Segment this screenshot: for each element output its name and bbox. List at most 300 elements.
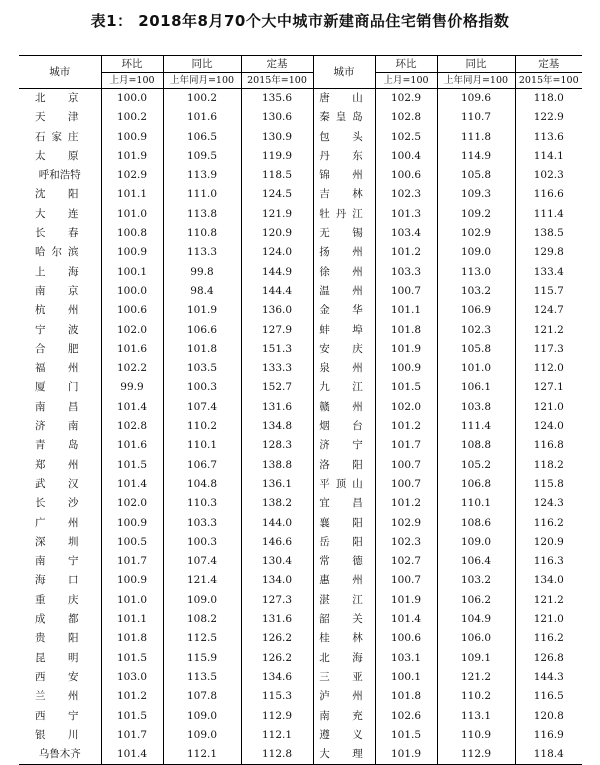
yoy-right-cell: 106.9 xyxy=(437,301,515,320)
city-left-cell: 南 京 xyxy=(35,284,85,297)
yoy-left-cell: 109.0 xyxy=(163,591,241,610)
city-right-cell: 常 德 xyxy=(313,552,375,571)
base-left-cell: 131.6 xyxy=(241,398,313,417)
yoy-left-cell: 115.9 xyxy=(163,649,241,668)
mom-left-cell: 100.5 xyxy=(101,533,163,552)
table-row xyxy=(19,591,582,610)
yoy-left-cell: 109.5 xyxy=(163,147,241,166)
table-row xyxy=(19,610,582,629)
base-left-cell: 144.4 xyxy=(241,282,313,301)
mom-right-cell: 102.9 xyxy=(375,89,437,109)
base-left-cell: 124.0 xyxy=(241,243,313,262)
yoy-left-cell: 113.5 xyxy=(163,668,241,687)
yoy-right-cell: 113.0 xyxy=(437,263,515,282)
base-right-cell: 121.2 xyxy=(515,591,582,610)
base-subheader-left: 2015年=100 xyxy=(241,73,313,89)
table-row xyxy=(19,436,582,455)
yoy-right-cell: 106.0 xyxy=(437,629,515,648)
yoy-left-cell: 101.9 xyxy=(163,301,241,320)
table-row xyxy=(19,147,582,166)
city-right-cell: 九 江 xyxy=(313,378,375,397)
base-left-cell: 134.6 xyxy=(241,668,313,687)
table-row xyxy=(19,128,582,147)
city-right-cell: 大 理 xyxy=(313,745,375,765)
table-row xyxy=(19,533,582,552)
city-right-cell: 牡丹江 xyxy=(313,205,375,224)
mom-right-cell: 102.3 xyxy=(375,533,437,552)
mom-left-cell: 101.5 xyxy=(101,649,163,668)
yoy-left-cell: 101.6 xyxy=(163,108,241,127)
base-subheader-right: 2015年=100 xyxy=(515,73,582,89)
mom-left-cell: 101.4 xyxy=(101,745,163,765)
yoy-subheader-left: 上年同月=100 xyxy=(163,73,241,89)
yoy-left-cell: 110.2 xyxy=(163,417,241,436)
mom-right-cell: 101.9 xyxy=(375,745,437,765)
mom-left-cell: 102.0 xyxy=(101,494,163,513)
base-left-cell: 127.3 xyxy=(241,591,313,610)
base-left-cell: 134.0 xyxy=(241,571,313,590)
base-left-cell: 130.9 xyxy=(241,128,313,147)
city-right-cell: 北 海 xyxy=(313,649,375,668)
mom-left-cell: 101.2 xyxy=(101,687,163,706)
mom-left-cell: 100.0 xyxy=(101,282,163,301)
yoy-left-cell: 103.5 xyxy=(163,359,241,378)
city-left-cell: 哈尔滨 xyxy=(35,246,85,259)
yoy-left-cell: 110.8 xyxy=(163,224,241,243)
city-right-cell: 金 华 xyxy=(313,301,375,320)
base-right-cell: 102.3 xyxy=(515,166,582,185)
base-left-cell: 126.2 xyxy=(241,649,313,668)
mom-left-cell: 100.9 xyxy=(101,571,163,590)
mom-right-cell: 101.3 xyxy=(375,205,437,224)
base-right-cell: 127.1 xyxy=(515,378,582,397)
mom-right-cell: 100.7 xyxy=(375,475,437,494)
table-row xyxy=(19,359,582,378)
yoy-left-cell: 107.4 xyxy=(163,398,241,417)
city-right-cell: 韶 关 xyxy=(313,610,375,629)
base-left-cell: 126.2 xyxy=(241,629,313,648)
mom-right-cell: 101.5 xyxy=(375,378,437,397)
table-row xyxy=(19,378,582,397)
city-left-cell: 南 宁 xyxy=(35,555,85,568)
city-right-cell: 南 充 xyxy=(313,707,375,726)
yoy-left-cell: 113.3 xyxy=(163,243,241,262)
base-left-cell: 121.9 xyxy=(241,205,313,224)
base-right-cell: 124.0 xyxy=(515,417,582,436)
mom-left-cell: 101.8 xyxy=(101,629,163,648)
base-right-cell: 113.6 xyxy=(515,128,582,147)
yoy-left-cell: 110.1 xyxy=(163,436,241,455)
table-row xyxy=(19,417,582,436)
mom-right-cell: 101.8 xyxy=(375,687,437,706)
base-left-cell: 152.7 xyxy=(241,378,313,397)
city-left-cell: 深 圳 xyxy=(35,535,85,548)
yoy-left-cell: 110.3 xyxy=(163,494,241,513)
base-left-cell: 146.6 xyxy=(241,533,313,552)
base-right-cell: 122.9 xyxy=(515,108,582,127)
base-left-cell: 133.3 xyxy=(241,359,313,378)
mom-right-cell: 101.7 xyxy=(375,436,437,455)
yoy-right-cell: 102.3 xyxy=(437,321,515,340)
mom-right-cell: 100.4 xyxy=(375,147,437,166)
table-row xyxy=(19,301,582,320)
yoy-subheader-right: 上年同月=100 xyxy=(437,73,515,89)
city-left-cell: 兰 州 xyxy=(35,690,85,703)
city-left-cell: 贵 阳 xyxy=(35,632,85,645)
table-row xyxy=(19,166,582,185)
base-right-cell: 144.3 xyxy=(515,668,582,687)
table-body xyxy=(19,89,582,765)
base-left-cell: 127.9 xyxy=(241,321,313,340)
base-right-cell: 116.5 xyxy=(515,687,582,706)
base-right-cell: 129.8 xyxy=(515,243,582,262)
base-left-cell: 120.9 xyxy=(241,224,313,243)
city-left-cell: 杭 州 xyxy=(35,304,85,317)
yoy-right-cell: 108.6 xyxy=(437,514,515,533)
yoy-right-cell: 110.7 xyxy=(437,108,515,127)
mom-left-cell: 100.0 xyxy=(101,89,163,109)
table-row xyxy=(19,571,582,590)
base-right-cell: 114.1 xyxy=(515,147,582,166)
base-left-cell: 130.4 xyxy=(241,552,313,571)
table-row xyxy=(19,649,582,668)
yoy-right-cell: 102.9 xyxy=(437,224,515,243)
mom-left-cell: 102.0 xyxy=(101,321,163,340)
city-left-cell: 长 春 xyxy=(35,227,85,240)
base-right-cell: 117.3 xyxy=(515,340,582,359)
yoy-left-cell: 112.5 xyxy=(163,629,241,648)
mom-right-cell: 100.1 xyxy=(375,668,437,687)
table-row xyxy=(19,321,582,340)
yoy-left-cell: 98.4 xyxy=(163,282,241,301)
city-right-cell: 烟 台 xyxy=(313,417,375,436)
mom-right-cell: 101.2 xyxy=(375,494,437,513)
mom-left-cell: 101.7 xyxy=(101,726,163,745)
mom-right-cell: 101.2 xyxy=(375,243,437,262)
mom-left-cell: 101.5 xyxy=(101,707,163,726)
table-row xyxy=(19,205,582,224)
city-left-cell: 石家庄 xyxy=(35,130,85,143)
mom-right-cell: 100.9 xyxy=(375,359,437,378)
city-right-cell: 襄 阳 xyxy=(313,514,375,533)
city-left-cell: 太 原 xyxy=(35,149,85,162)
city-left-cell: 北 京 xyxy=(35,92,85,104)
base-right-cell: 115.8 xyxy=(515,475,582,494)
table-row xyxy=(19,745,582,765)
city-left-cell: 武 汉 xyxy=(35,477,85,490)
yoy-left-cell: 108.2 xyxy=(163,610,241,629)
yoy-right-cell: 111.8 xyxy=(437,128,515,147)
yoy-right-cell: 112.9 xyxy=(437,745,515,765)
city-right-cell: 桂 林 xyxy=(313,629,375,648)
mom-right-cell: 103.3 xyxy=(375,263,437,282)
base-right-cell: 120.9 xyxy=(515,533,582,552)
table-row xyxy=(19,687,582,706)
mom-right-cell: 101.9 xyxy=(375,340,437,359)
yoy-right-cell: 108.8 xyxy=(437,436,515,455)
yoy-left-cell: 103.3 xyxy=(163,514,241,533)
base-right-cell: 116.2 xyxy=(515,514,582,533)
city-right-cell: 丹 东 xyxy=(313,147,375,166)
city-right-cell: 无 锡 xyxy=(313,224,375,243)
mom-right-cell: 102.0 xyxy=(375,398,437,417)
city-left-cell: 宁 波 xyxy=(35,323,85,336)
base-right-cell: 118.2 xyxy=(515,456,582,475)
yoy-left-cell: 109.0 xyxy=(163,726,241,745)
mom-left-cell: 101.4 xyxy=(101,475,163,494)
mom-right-cell: 102.6 xyxy=(375,707,437,726)
mom-header-left: 环比 xyxy=(101,56,163,73)
yoy-right-cell: 109.2 xyxy=(437,205,515,224)
table-row xyxy=(19,224,582,243)
base-left-cell: 128.3 xyxy=(241,436,313,455)
city-right-cell: 安 庆 xyxy=(313,340,375,359)
mom-left-cell: 100.2 xyxy=(101,108,163,127)
mom-right-cell: 103.4 xyxy=(375,224,437,243)
table-row xyxy=(19,340,582,359)
city-right-cell: 锦 州 xyxy=(313,166,375,185)
base-right-cell: 116.3 xyxy=(515,552,582,571)
city-left-cell: 济 南 xyxy=(35,420,85,433)
base-left-cell: 112.9 xyxy=(241,707,313,726)
base-right-cell: 124.7 xyxy=(515,301,582,320)
mom-right-cell: 102.3 xyxy=(375,185,437,204)
mom-left-cell: 101.6 xyxy=(101,436,163,455)
mom-right-cell: 102.9 xyxy=(375,514,437,533)
base-left-cell: 118.5 xyxy=(241,166,313,185)
yoy-right-cell: 109.3 xyxy=(437,185,515,204)
yoy-left-cell: 121.4 xyxy=(163,571,241,590)
yoy-right-cell: 106.2 xyxy=(437,591,515,610)
mom-right-cell: 100.6 xyxy=(375,629,437,648)
base-right-cell: 116.6 xyxy=(515,185,582,204)
mom-left-cell: 100.9 xyxy=(101,514,163,533)
yoy-left-cell: 106.5 xyxy=(163,128,241,147)
table-row xyxy=(19,552,582,571)
table-row xyxy=(19,514,582,533)
city-right-cell: 泸 州 xyxy=(313,687,375,706)
mom-subheader-left: 上月=100 xyxy=(101,73,163,89)
base-right-cell: 133.4 xyxy=(515,263,582,282)
yoy-left-cell: 113.9 xyxy=(163,166,241,185)
city-left-cell: 广 州 xyxy=(35,516,85,529)
city-right-cell: 洛 阳 xyxy=(313,456,375,475)
yoy-left-cell: 106.6 xyxy=(163,321,241,340)
city-left-cell: 合 肥 xyxy=(35,342,85,355)
mom-right-cell: 101.9 xyxy=(375,591,437,610)
table-row xyxy=(19,185,582,204)
yoy-left-cell: 109.0 xyxy=(163,707,241,726)
city-left-cell: 福 州 xyxy=(35,362,85,375)
yoy-right-cell: 110.9 xyxy=(437,726,515,745)
mom-right-cell: 101.8 xyxy=(375,321,437,340)
mom-right-cell: 102.8 xyxy=(375,108,437,127)
table-row xyxy=(19,263,582,282)
yoy-right-cell: 105.8 xyxy=(437,166,515,185)
mom-left-cell: 100.8 xyxy=(101,224,163,243)
mom-left-cell: 101.0 xyxy=(101,591,163,610)
mom-left-cell: 102.2 xyxy=(101,359,163,378)
base-right-cell: 120.8 xyxy=(515,707,582,726)
city-left-cell: 西 宁 xyxy=(35,709,85,722)
city-left-cell: 银 川 xyxy=(35,728,85,741)
base-right-cell: 115.7 xyxy=(515,282,582,301)
base-right-cell: 126.8 xyxy=(515,649,582,668)
base-left-cell: 138.8 xyxy=(241,456,313,475)
yoy-left-cell: 100.2 xyxy=(163,89,241,109)
city-right-cell: 包 头 xyxy=(313,128,375,147)
table-row xyxy=(19,668,582,687)
yoy-right-cell: 104.9 xyxy=(437,610,515,629)
yoy-right-cell: 105.2 xyxy=(437,456,515,475)
table-row xyxy=(19,282,582,301)
mom-left-cell: 99.9 xyxy=(101,378,163,397)
base-left-cell: 136.1 xyxy=(241,475,313,494)
city-left-cell: 上 海 xyxy=(35,265,85,278)
yoy-left-cell: 104.8 xyxy=(163,475,241,494)
mom-left-cell: 100.9 xyxy=(101,128,163,147)
base-right-cell: 138.5 xyxy=(515,224,582,243)
mom-left-cell: 102.9 xyxy=(101,166,163,185)
city-right-cell: 湛 江 xyxy=(313,591,375,610)
city-left-cell: 长 沙 xyxy=(35,497,85,510)
base-left-cell: 135.6 xyxy=(241,89,313,109)
base-left-cell: 115.3 xyxy=(241,687,313,706)
mom-right-cell: 102.7 xyxy=(375,552,437,571)
city-left-cell: 郑 州 xyxy=(35,458,85,471)
city-left-cell: 成 都 xyxy=(35,613,85,626)
table-row xyxy=(19,456,582,475)
city-right-cell: 泉 州 xyxy=(313,359,375,378)
city-header-left: 城市 xyxy=(19,56,101,89)
city-left-cell: 海 口 xyxy=(35,574,85,587)
base-right-cell: 118.4 xyxy=(515,745,582,765)
city-right-cell: 温 州 xyxy=(313,282,375,301)
city-left-cell: 天 津 xyxy=(35,111,85,124)
mom-left-cell: 100.6 xyxy=(101,301,163,320)
yoy-left-cell: 100.3 xyxy=(163,533,241,552)
base-right-cell: 116.2 xyxy=(515,629,582,648)
yoy-right-cell: 105.8 xyxy=(437,340,515,359)
city-right-cell: 秦皇岛 xyxy=(313,108,375,127)
base-right-cell: 134.0 xyxy=(515,571,582,590)
yoy-right-cell: 103.8 xyxy=(437,398,515,417)
base-left-cell: 130.6 xyxy=(241,108,313,127)
city-right-cell: 徐 州 xyxy=(313,263,375,282)
mom-right-cell: 100.7 xyxy=(375,456,437,475)
yoy-right-cell: 109.1 xyxy=(437,649,515,668)
base-header-left: 定基 xyxy=(241,56,313,73)
yoy-right-cell: 103.2 xyxy=(437,282,515,301)
city-left-cell: 呼和浩特 xyxy=(38,169,81,182)
mom-right-cell: 101.2 xyxy=(375,417,437,436)
table-row xyxy=(19,494,582,513)
mom-left-cell: 101.9 xyxy=(101,147,163,166)
city-right-cell: 三 亚 xyxy=(313,668,375,687)
yoy-right-cell: 101.0 xyxy=(437,359,515,378)
price-index-table xyxy=(19,55,582,765)
yoy-right-cell: 114.9 xyxy=(437,147,515,166)
mom-header-right: 环比 xyxy=(375,56,437,73)
table-row xyxy=(19,475,582,494)
mom-left-cell: 103.0 xyxy=(101,668,163,687)
base-right-cell: 118.0 xyxy=(515,89,582,109)
city-left-cell: 乌鲁木齐 xyxy=(19,745,101,765)
yoy-right-cell: 109.6 xyxy=(437,89,515,109)
base-right-cell: 116.9 xyxy=(515,726,582,745)
table-row xyxy=(19,707,582,726)
base-right-cell: 112.0 xyxy=(515,359,582,378)
mom-right-cell: 102.5 xyxy=(375,128,437,147)
mom-right-cell: 100.7 xyxy=(375,571,437,590)
city-right-cell: 蚌 埠 xyxy=(313,321,375,340)
mom-subheader-right: 上月=100 xyxy=(375,73,437,89)
city-left-cell: 南 昌 xyxy=(35,400,85,413)
yoy-header-left: 同比 xyxy=(163,56,241,73)
table-row xyxy=(19,629,582,648)
city-left-cell: 昆 明 xyxy=(35,651,85,664)
base-left-cell: 112.8 xyxy=(241,745,313,765)
mom-right-cell: 101.4 xyxy=(375,610,437,629)
yoy-right-cell: 103.2 xyxy=(437,571,515,590)
city-left-cell: 厦 门 xyxy=(35,381,85,394)
yoy-left-cell: 113.8 xyxy=(163,205,241,224)
base-left-cell: 151.3 xyxy=(241,340,313,359)
city-right-cell: 济 宁 xyxy=(313,436,375,455)
base-left-cell: 138.2 xyxy=(241,494,313,513)
table-row xyxy=(19,398,582,417)
table-row xyxy=(19,243,582,262)
mom-right-cell: 100.7 xyxy=(375,282,437,301)
city-right-cell: 宜 昌 xyxy=(313,494,375,513)
yoy-right-cell: 110.2 xyxy=(437,687,515,706)
mom-right-cell: 103.1 xyxy=(375,649,437,668)
yoy-right-cell: 106.1 xyxy=(437,378,515,397)
base-left-cell: 119.9 xyxy=(241,147,313,166)
mom-left-cell: 100.9 xyxy=(101,243,163,262)
city-left-cell: 青 岛 xyxy=(35,439,85,452)
yoy-right-cell: 111.4 xyxy=(437,417,515,436)
mom-left-cell: 101.6 xyxy=(101,340,163,359)
yoy-left-cell: 99.8 xyxy=(163,263,241,282)
city-right-cell: 扬 州 xyxy=(313,243,375,262)
base-left-cell: 112.1 xyxy=(241,726,313,745)
table-row xyxy=(19,108,582,127)
base-right-cell: 121.0 xyxy=(515,610,582,629)
yoy-right-cell: 106.8 xyxy=(437,475,515,494)
city-right-cell: 唐 山 xyxy=(313,89,375,109)
city-left-cell: 大 连 xyxy=(35,207,85,220)
yoy-left-cell: 101.8 xyxy=(163,340,241,359)
base-right-cell: 121.0 xyxy=(515,398,582,417)
table-row xyxy=(19,726,582,745)
city-header-right: 城市 xyxy=(313,56,375,89)
city-right-cell: 惠 州 xyxy=(313,571,375,590)
base-left-cell: 134.8 xyxy=(241,417,313,436)
city-left-cell: 沈 阳 xyxy=(35,188,85,201)
base-right-cell: 111.4 xyxy=(515,205,582,224)
base-left-cell: 136.0 xyxy=(241,301,313,320)
mom-left-cell: 101.7 xyxy=(101,552,163,571)
yoy-left-cell: 106.7 xyxy=(163,456,241,475)
city-right-cell: 吉 林 xyxy=(313,185,375,204)
base-header-right: 定基 xyxy=(515,56,582,73)
base-right-cell: 121.2 xyxy=(515,321,582,340)
city-left-cell: 西 安 xyxy=(35,670,85,683)
yoy-left-cell: 107.4 xyxy=(163,552,241,571)
city-right-cell: 平顶山 xyxy=(313,475,375,494)
base-left-cell: 124.5 xyxy=(241,185,313,204)
